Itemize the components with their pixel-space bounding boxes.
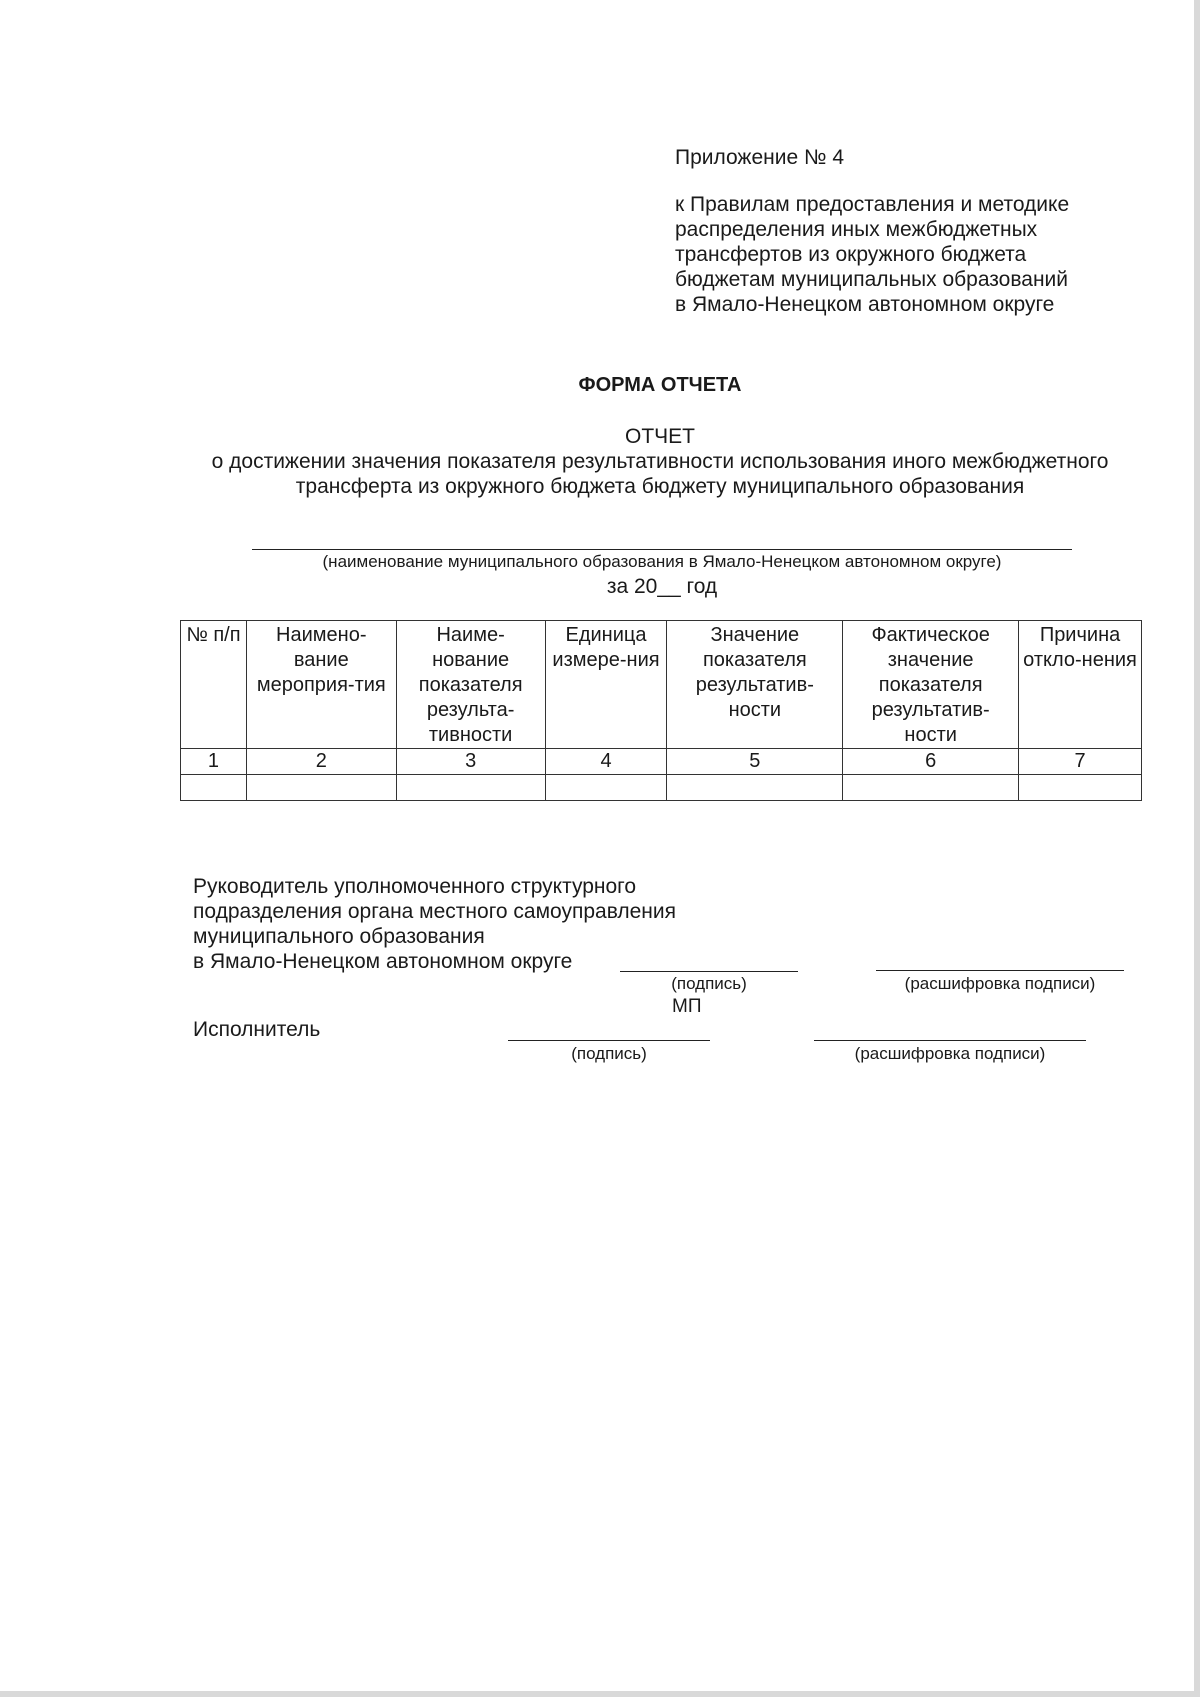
executor-decode-caption: (расшифровка подписи) [854, 1044, 1046, 1063]
report-period: за 20__ год [606, 575, 718, 598]
column-header: Наиме-нование показателя результа-тивности [396, 621, 545, 749]
table-cell [246, 775, 396, 801]
executor-signature-line [508, 1040, 710, 1041]
column-number: 4 [545, 749, 667, 775]
appendix-line: бюджетам муниципальных образований [675, 268, 1069, 291]
table-row [181, 775, 1142, 801]
column-header: Фактическое значение показателя результатив-ности [843, 621, 1019, 749]
column-header: Причина откло-нения [1019, 621, 1142, 749]
head-title-line: в Ямало-Ненецком автономном округе [193, 950, 573, 973]
column-header: Наимено-вание мероприя-тия [246, 621, 396, 749]
table-cell [545, 775, 667, 801]
head-decode-caption: (расшифровка подписи) [904, 974, 1096, 993]
appendix-line: распределения иных межбюджетных [675, 218, 1038, 241]
table-cell [667, 775, 843, 801]
appendix-block [675, 145, 1145, 317]
head-title-line: Руководитель уполномоченного структурного [193, 875, 637, 898]
report-subtitle: о достижении значения показателя результативности использования иного межбюджетного трансферта из окружного бюджета бюджету муниципального образования [211, 450, 1109, 498]
column-number: 1 [181, 749, 247, 775]
head-title-line: муниципального образования [193, 925, 485, 948]
table-header-row [181, 621, 1142, 749]
stamp-place: МП [672, 996, 702, 1017]
head-signature-block [193, 874, 753, 974]
table-cell [843, 775, 1019, 801]
appendix-line: трансфертов из окружного бюджета [675, 243, 1027, 266]
column-number: 5 [667, 749, 843, 775]
column-number: 7 [1019, 749, 1142, 775]
column-number: 3 [396, 749, 545, 775]
head-title-line: подразделения органа местного самоуправления [193, 900, 676, 923]
executor-signature-caption: (подпись) [571, 1044, 647, 1063]
municipality-name-line [252, 549, 1072, 550]
head-decode-line [876, 970, 1124, 971]
form-heading: ФОРМА ОТЧЕТА [578, 374, 742, 396]
head-signature-caption: (подпись) [671, 974, 747, 993]
municipality-name-caption: (наименование муниципального образования в Ямало-Ненецком автономном округе) [322, 552, 1002, 571]
column-number: 6 [843, 749, 1019, 775]
table-number-row [181, 749, 1142, 775]
table-cell [1019, 775, 1142, 801]
appendix-number: Приложение № 4 [675, 146, 845, 169]
appendix-line: к Правилам предоставления и методике [675, 193, 1070, 216]
appendix-line: в Ямало-Ненецком автономном округе [675, 293, 1055, 316]
table-cell [181, 775, 247, 801]
head-signature-line [620, 971, 798, 972]
column-header: Единица измере-ния [545, 621, 667, 749]
report-table [180, 620, 1142, 801]
executor-decode-line [814, 1040, 1086, 1041]
column-header: № п/п [181, 621, 247, 749]
column-number: 2 [246, 749, 396, 775]
table-cell [396, 775, 545, 801]
executor-label: Исполнитель [193, 1018, 321, 1041]
column-header: Значение показателя результатив-ности [667, 621, 843, 749]
report-title: ОТЧЕТ [625, 425, 695, 448]
